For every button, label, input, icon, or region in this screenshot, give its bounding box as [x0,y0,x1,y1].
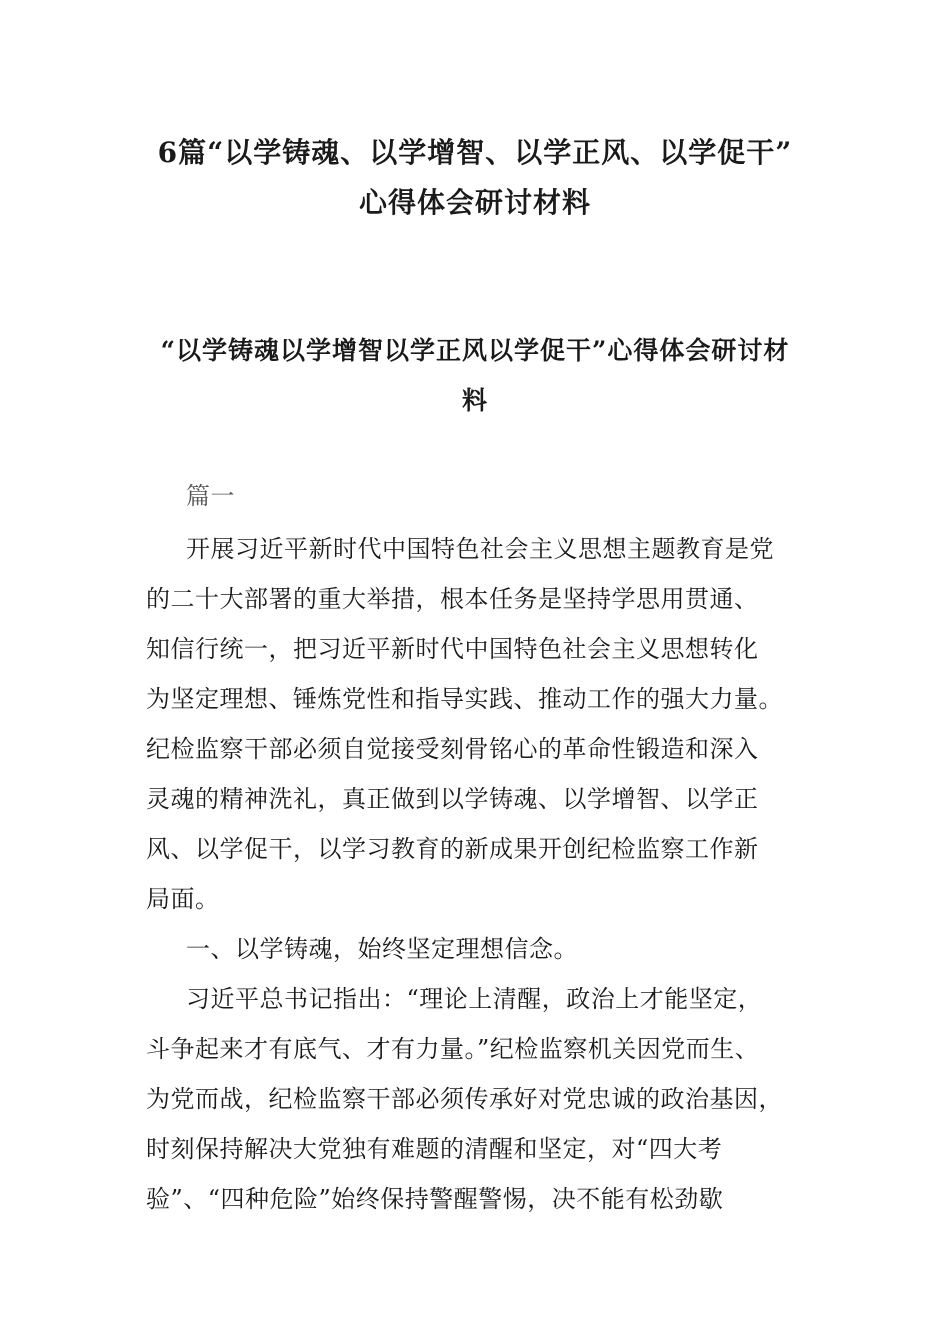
document-title [120,128,830,228]
paragraph-line: 的二十大部署的重大举措，根本任务是坚持学思用贯通、 [146,585,759,613]
paragraph-line: 灵魂的精神洗礼，真正做到以学铸魂、以学增智、以学正 [146,785,759,813]
document-title-line-1: 6篇“以学铸魂、以学增智、以学正风、以学促干” [157,136,793,169]
paragraph-line: 习近平总书记指出：“理论上清醒，政治上才能坚定， [186,985,763,1013]
paragraph-line: 风、以学促干，以学习教育的新成果开创纪检监察工作新 [146,835,759,863]
chapter-label: 篇一 [186,482,235,510]
section-heading-text: 一、以学铸魂，始终坚定理想信念。 [186,935,578,963]
section-title-line-2: 料 [461,386,488,415]
paragraph-line: 时刻保持解决大党独有难题的清醒和坚定，对“四大考 [146,1135,723,1163]
paragraph-line: 纪检监察干部必须自觉接受刻骨铭心的革命性锻造和深入 [146,735,759,763]
paragraph-line: 为坚定理想、锤炼党性和指导实践、推动工作的强大力量。 [146,685,783,713]
section-title [140,326,810,426]
document-title-line-2: 心得体会研讨材料 [358,186,591,219]
paragraph-line: 开展习近平新时代中国特色社会主义思想主题教育是党 [186,535,774,563]
paragraph-line: 验”、“四种危险”始终保持警醒警惕，决不能有松劲歇 [146,1185,724,1213]
paragraph-line: 斗争起来才有底气、才有力量。”纪检监察机关因党而生、 [146,1035,760,1063]
section-title-line-1: “以学铸魂以学增智以学正风以学促干”心得体会研讨材 [160,336,790,365]
paragraph-line: 为党而战，纪检监察干部必须传承好对党忠诚的政治基因， [146,1085,783,1113]
paragraph-line: 知信行统一，把习近平新时代中国特色社会主义思想转化 [146,635,759,663]
paragraph-line: 局面。 [146,885,220,913]
